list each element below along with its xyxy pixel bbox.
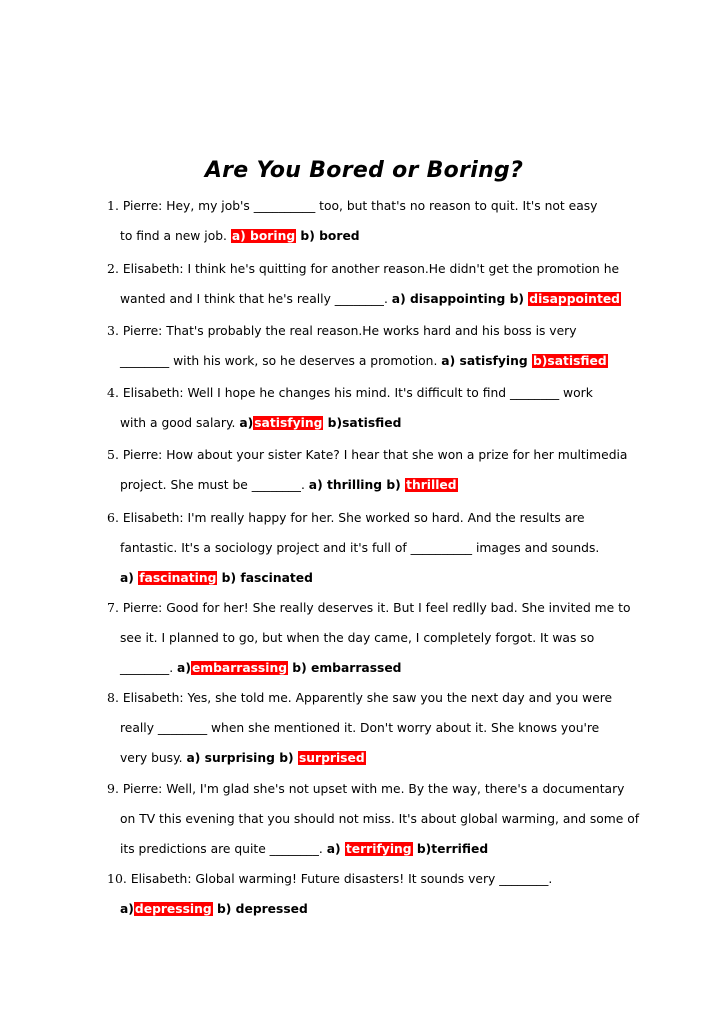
question-8 (107, 686, 667, 776)
answer-option: b)satisfied (323, 416, 402, 430)
question-number: 2. (107, 261, 119, 276)
question-7 (107, 596, 667, 686)
question-1 (107, 194, 667, 254)
question-text: Elisabeth: I'm really happy for her. She worked so hard. And the results are (122, 511, 585, 525)
answer-highlight: a) boring (231, 229, 296, 243)
question-number: 6. (107, 510, 119, 525)
question-number: 5. (107, 447, 119, 462)
question-text: Elisabeth: Global warming! Future disasters! It sounds very ________. (130, 872, 553, 886)
question-text: very busy. (120, 751, 187, 765)
question-2 (107, 257, 667, 317)
question-text: Pierre: Good for her! She really deserves it. But I feel redlly bad. She invited me to (122, 601, 631, 615)
answer-highlight: terrifying (345, 842, 412, 856)
answer-highlight: embarrassing (191, 661, 288, 675)
question-text: wanted and I think that he's really ________. (120, 292, 392, 306)
question-number: 3. (107, 323, 119, 338)
question-4 (107, 381, 667, 441)
answer-option: a) (120, 571, 139, 585)
question-text: ________ with his work, so he deserves a promotion. (120, 354, 442, 368)
question-number: 1. (107, 198, 119, 213)
question-text: Pierre: That's probably the real reason.He works hard and his boss is very (122, 324, 577, 338)
question-text: Elisabeth: I think he's quitting for another reason.He didn't get the promotion he (122, 262, 620, 276)
question-10 (107, 867, 667, 927)
answer-option: a) thrilling b) (308, 478, 406, 492)
answer-option: b) depressed (212, 902, 308, 916)
answer-option: b) bored (296, 229, 360, 243)
question-6 (107, 506, 667, 596)
question-text: project. She must be ________. (120, 478, 309, 492)
question-9 (107, 777, 667, 867)
answer-option: a) (239, 416, 254, 430)
question-number: 8. (107, 690, 119, 705)
answer-option: a) (177, 661, 191, 675)
answer-option: b)terrified (412, 842, 489, 856)
question-number: 10. (107, 871, 127, 886)
question-text: Pierre: How about your sister Kate? I hear that she won a prize for her multimedia (122, 448, 628, 462)
answer-highlight: b)satisfied (532, 354, 607, 368)
answer-option: b) embarrassed (288, 661, 402, 675)
question-text: with a good salary. (120, 416, 240, 430)
answer-option: a) disappointing b) (391, 292, 529, 306)
answer-highlight: surprised (298, 751, 365, 765)
question-text: Pierre: Well, I'm glad she's not upset with me. By the way, there's a documentary (122, 782, 625, 796)
answer-highlight: satisfying (254, 416, 323, 430)
question-text: really ________ when she mentioned it. Don't worry about it. She knows you're (120, 721, 600, 735)
answer-option: b) fascinated (217, 571, 313, 585)
answer-highlight: thrilled (406, 478, 457, 492)
question-number: 4. (107, 385, 119, 400)
answer-highlight: depressing (134, 902, 212, 916)
question-text: Pierre: Hey, my job's __________ too, but that's no reason to quit. It's not easy (122, 199, 598, 213)
question-text: its predictions are quite ________. (120, 842, 327, 856)
question-3 (107, 319, 667, 379)
answer-option: a) (120, 902, 134, 916)
answer-option: a) surprising b) (186, 751, 298, 765)
question-5 (107, 443, 667, 503)
question-number: 7. (107, 600, 119, 615)
question-text: Elisabeth: Well I hope he changes his mind. It's difficult to find ________ work (122, 386, 593, 400)
question-text: ________. (120, 661, 178, 675)
answer-option: a) satisfying (441, 354, 532, 368)
worksheet-title: Are You Bored or Boring? (204, 158, 524, 183)
answer-highlight: disappointed (529, 292, 620, 306)
question-text: see it. I planned to go, but when the day came, I completely forgot. It was so (120, 631, 595, 645)
question-number: 9. (107, 781, 119, 796)
answer-highlight: fascinating (139, 571, 217, 585)
question-text: fantastic. It's a sociology project and it's full of __________ images and sounds. (120, 541, 600, 555)
question-text: to find a new job. (120, 229, 231, 243)
question-text: on TV this evening that you should not miss. It's about global warming, and some of (120, 812, 640, 826)
answer-option: a) (326, 842, 345, 856)
question-text: Elisabeth: Yes, she told me. Apparently she saw you the next day and you were (122, 691, 613, 705)
